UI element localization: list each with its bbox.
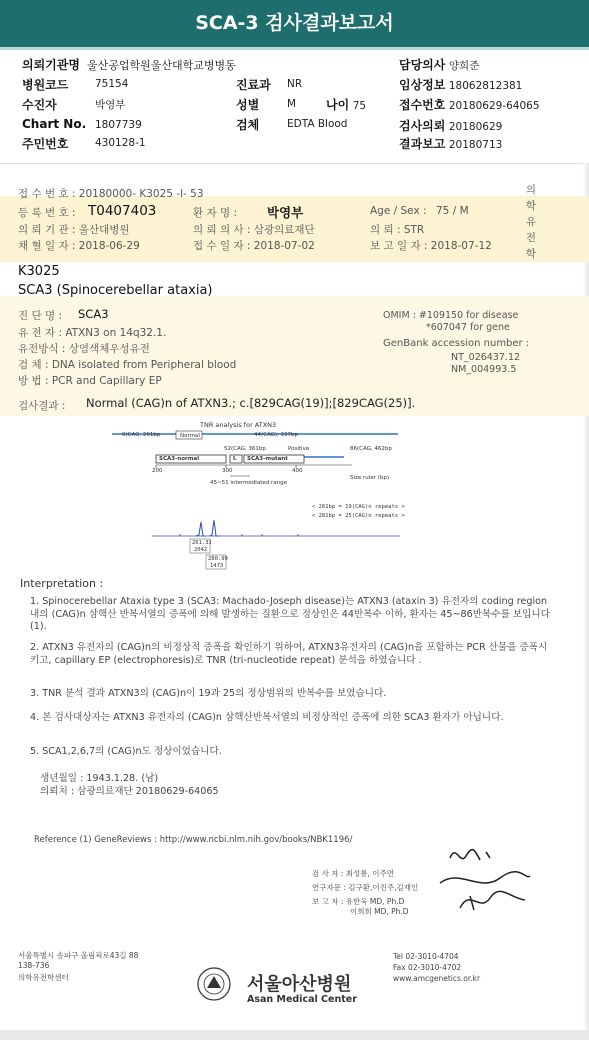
reference-line: Reference (1) GeneReviews : http://www.ncbi.nlm.nih.gov/books/NBK1196/ xyxy=(34,835,353,845)
hospital-code-label: 병원코드 xyxy=(22,78,69,92)
diagram-size-ruler: Size ruler (bp) xyxy=(350,475,389,481)
report-date-value: 20180713 xyxy=(448,139,503,151)
patient-label-2: 환 자 명 : xyxy=(193,207,237,219)
receipt-no-value: 20180629-64065 xyxy=(448,100,540,112)
examiner-line: 검 사 자 : 최성룡, 이주연 xyxy=(312,869,395,878)
peak2-size: 280.99 xyxy=(208,556,228,562)
tnr-diagram xyxy=(112,418,412,490)
doctor-field xyxy=(399,56,479,73)
report-date-label: 결과보고 xyxy=(399,137,446,151)
interpretation-2: 2. ATXN3 유전자의 (CAG)n의 비정상적 증폭을 확인하기 위하여, ATXN3유전자의 (CAG)n을 포함하는 PCR 산물을 증폭시키고, capillary EP (electrophoresis)로 TNR (tri-nucleotide repeat) 분석을 하였습니다 . xyxy=(30,642,548,666)
interpretation-1: 1. Spinocerebellar Ataxia type 3 (SCA3: Machado-Joseph disease)는 ATXN3 (ataxin 3) 유전자의 coding region 내의 (CAG)n 삼핵산 반복서열의 증폭에 의해 발생하는 질환으로 정상인은 44반복수 이하, 환자는 45~86반복수를 보입니다 (1). xyxy=(30,596,550,632)
reg-value: T0407403 xyxy=(88,203,157,219)
hospital-code-field xyxy=(22,76,68,93)
bottom-scroll-strip xyxy=(0,1030,589,1040)
capillary-ep-peaks xyxy=(150,504,410,574)
resident-no-label: 주민번호 xyxy=(22,137,69,151)
department-field xyxy=(236,76,271,93)
dx-value: SCA3 xyxy=(78,307,109,321)
diagram-label-normal-start: 0(CAG, 261bp xyxy=(122,432,161,438)
interpretation-title: Interpretation : xyxy=(20,577,104,590)
genbank-nt: NT_026437.12 xyxy=(451,352,521,363)
clinical-info-label: 임상정보 xyxy=(399,78,446,92)
receipt-no-label: 접수번호 xyxy=(399,98,446,112)
method-line: 방 법 : PCR and Capillary EP xyxy=(18,375,162,387)
patient-label: 수진자 xyxy=(22,98,57,112)
patient-value-2: 박영부 xyxy=(267,205,304,220)
institution-field xyxy=(22,56,236,73)
age-label: 나이 xyxy=(326,98,350,112)
hospital-name-en: Asan Medical Center xyxy=(247,994,357,1005)
genbank-label: GenBank accession number : xyxy=(383,338,530,349)
doctor-value: 양희준 xyxy=(448,60,480,72)
diagram-intermediate-range: 45~51 intermediated range xyxy=(210,480,287,486)
clinical-info-value: 18062812381 xyxy=(448,80,523,92)
diagram-sca3-mutant: SCA3-mutant xyxy=(247,456,288,462)
peak-note-1: < 261bp = 19(CAG)n repeats > xyxy=(312,504,405,510)
sex-value: M xyxy=(287,98,297,110)
patient-value: 박영부 xyxy=(95,99,126,111)
inherit-line: 유전방식 : 상염색체우성유전 xyxy=(18,343,150,355)
footer-tel: Tel 02-3010-4704 xyxy=(393,952,459,961)
hospital-code-value: 75154 xyxy=(95,78,129,90)
institution-label: 의뢰기관명 xyxy=(22,58,80,72)
department-value: NR xyxy=(287,78,303,90)
age-field xyxy=(326,96,366,113)
vertical-dept-label: 의학유전학 xyxy=(525,184,537,260)
asan-foundation-logo xyxy=(196,966,232,1002)
specimen-value: EDTA Blood xyxy=(287,118,348,130)
ward-line: 의 뢰 : STR xyxy=(370,224,425,236)
peak1-height: 2042 xyxy=(194,547,208,553)
test-name: SCA3 (Spinocerebellar ataxia) xyxy=(18,283,213,298)
receipt-line: 접 수 번 호 : 20180000- K3025 -l- 53 xyxy=(18,188,204,200)
collect-line: 채 혈 일 자 : 2018-06-29 xyxy=(18,240,140,252)
hospital-name-kr: 서울아산병원 xyxy=(247,974,352,995)
agesex-value: 75 / M xyxy=(436,205,469,217)
sex-label: 성별 xyxy=(236,98,260,112)
age-value: 75 xyxy=(352,100,367,112)
diagram-tick-200: 200 xyxy=(152,468,163,474)
peak2-height: 1473 xyxy=(210,563,224,569)
paper-edge xyxy=(583,163,589,1030)
specimen-field xyxy=(236,116,259,133)
interpretation-4: 4. 본 검사대상자는 ATXN3 유전자의 (CAG)n 삼핵산반복서열의 비정상적인 증폭에 의한 SCA3 환자가 아닙니다. xyxy=(30,712,504,723)
report-line: 보 고 일 자 : 2018-07-12 xyxy=(370,240,492,252)
sex-field xyxy=(236,96,259,113)
footer-address-1: 서울특별시 송파구 올림픽로43길 88 xyxy=(18,951,139,960)
diagram-label-positive-end: 86(CAG, 462bp xyxy=(350,446,392,452)
footer-address-2: 138-736 xyxy=(18,961,50,970)
diagram-label-positive: Positive xyxy=(288,446,310,452)
dx-label: 진 단 명 : xyxy=(18,310,62,322)
request-value: 20180629 xyxy=(448,121,503,133)
requester-info: 의뢰처 : 삼광의료재단 20180629-64065 xyxy=(40,786,219,797)
agesex-label: Age / Sex : xyxy=(370,205,427,217)
receive-line: 접 수 일 자 : 2018-07-02 xyxy=(193,240,315,252)
diagram-sca3-normal: SCA3-normal xyxy=(159,456,200,462)
peak-note-2: < 281bp = 25(CAG)n repeats > xyxy=(312,513,405,519)
researcher-line: 연구자문 : 김구환,이진주,김재인 xyxy=(312,883,419,892)
request-label: 검사의뢰 xyxy=(399,119,446,133)
doctor-label: 담당의사 xyxy=(399,58,446,72)
department-label: 진료과 xyxy=(236,78,271,92)
report-banner-title: SCA-3 검사결과보고서 xyxy=(0,0,589,47)
chart-no-label: Chart No. xyxy=(22,117,87,131)
reg-label: 등 록 번 호 : xyxy=(18,207,76,219)
specimen-label: 검체 xyxy=(236,118,260,132)
summary-block xyxy=(0,50,589,155)
diagram-label-positive-start: 52(CAG, 361bp xyxy=(224,446,266,452)
footer-web: www.amcgenetics.or.kr xyxy=(393,974,481,983)
receipt-no-field xyxy=(399,96,540,113)
genbank-nm: NM_004993.5 xyxy=(451,364,517,375)
chart-no-value: 1807739 xyxy=(95,119,142,131)
omim-line-1: OMIM : #109150 for disease xyxy=(383,310,519,321)
omim-line-2: *607047 for gene xyxy=(426,322,510,333)
specimen-line: 검 체 : DNA isolated from Peripheral blood xyxy=(18,359,237,371)
test-code: K3025 xyxy=(18,264,60,279)
reporter-line-2: 이희희 MD, Ph.D xyxy=(350,907,409,916)
result-value: Normal (CAG)n of ATXN3.; c.[829CAG(19)];[829CAG(25)]. xyxy=(86,396,416,410)
clinical-info-field xyxy=(399,76,522,93)
footer-fax: Fax 02-3010-4702 xyxy=(393,963,462,972)
requester-line: 의 뢰 의 사 : 삼광의료재단 xyxy=(193,224,315,236)
peak1-size: 261.31 xyxy=(192,540,212,546)
diagram-tick-400: 400 xyxy=(292,468,303,474)
diagram-title: TNR analysis for ATXN3 xyxy=(200,421,277,429)
diagram-intermediate: I. xyxy=(233,456,238,462)
diagram-tick-300: 300 xyxy=(222,468,233,474)
diagram-label-normal: Normal xyxy=(180,433,200,439)
patient-field xyxy=(22,96,57,113)
institution-value: 울산공업학원울산대학교병병동 xyxy=(86,59,236,72)
signature-graphic xyxy=(430,838,540,918)
reporter-line: 보 고 자 : 유한욱 MD, Ph.D xyxy=(312,897,405,906)
footer-address-3: 의학유전학센터 xyxy=(18,973,69,982)
request-field xyxy=(399,117,502,134)
interpretation-5: 5. SCA1,2,6,7의 (CAG)n도 정상이었습니다. xyxy=(30,746,222,757)
resident-no-field xyxy=(22,135,68,152)
diagram-label-normal-end: 44(CAG), 337bp xyxy=(254,432,299,438)
resident-no-value: 430128-1 xyxy=(95,137,146,149)
inst-line: 의 뢰 기 관 : 울산대병원 xyxy=(18,224,130,236)
report-date-field xyxy=(399,135,502,152)
chart-no-field xyxy=(22,117,86,131)
interpretation-3: 3. TNR 분석 결과 ATXN3의 (CAG)n이 19과 25의 정상범위의 반복수를 보였습니다. xyxy=(30,688,387,699)
result-label: 검사결과 : xyxy=(18,400,66,412)
birth-date: 생년월일 : 1943.1.28. (남) xyxy=(40,773,159,784)
gene-line: 유 전 자 : ATXN3 on 14q32.1. xyxy=(18,327,167,339)
